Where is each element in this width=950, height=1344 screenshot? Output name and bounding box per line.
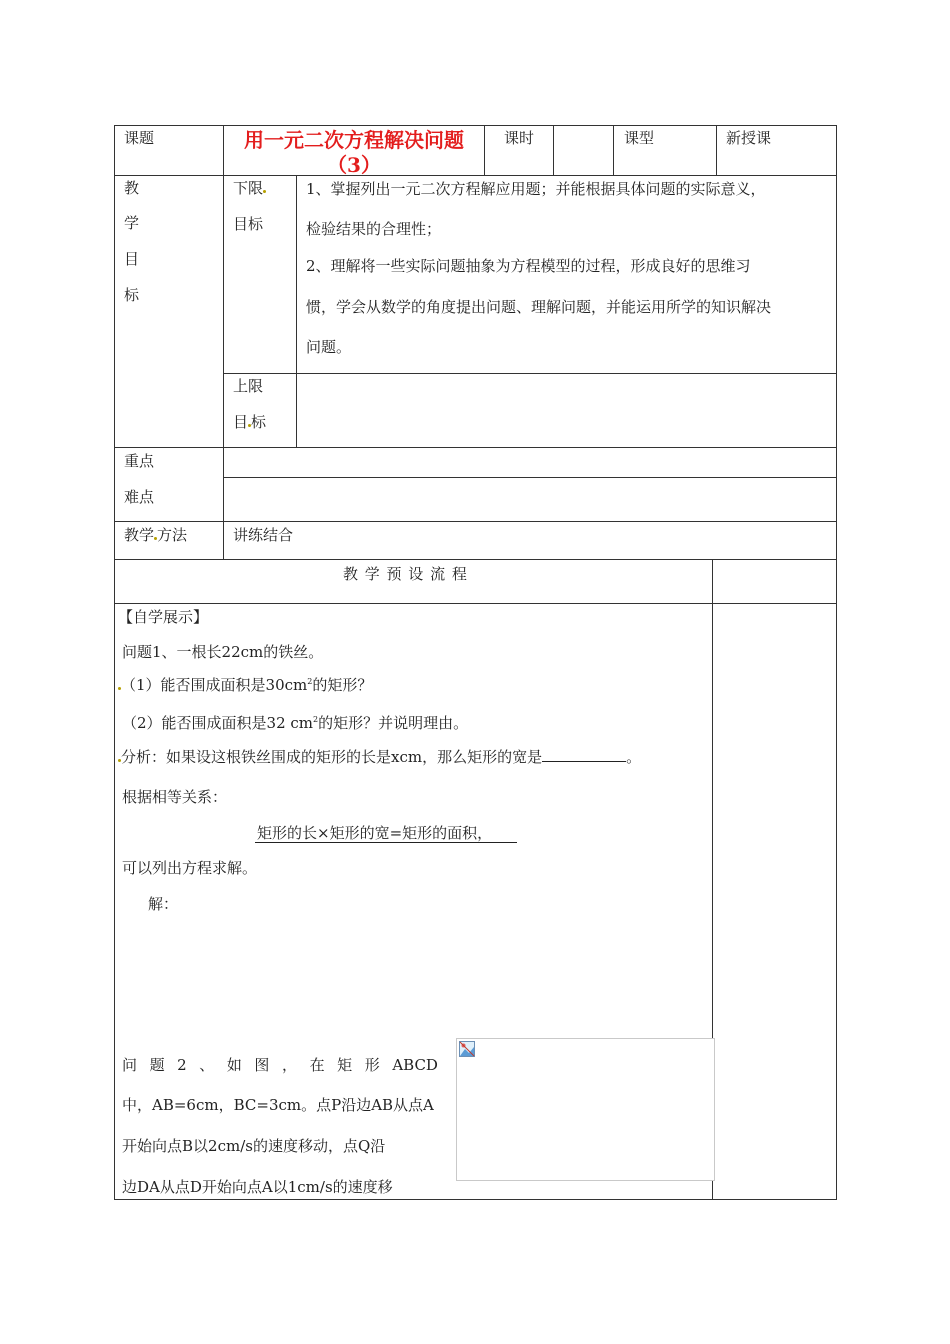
method-label-part1: 教学 (124, 526, 155, 544)
superscript: 2 (307, 677, 313, 686)
problem2-line: 边DA从点D开始向点A以1cm/s的速度移 (122, 1178, 393, 1196)
lower-objective-label (233, 181, 266, 196)
analysis-line (118, 749, 641, 765)
method-label (124, 528, 187, 543)
objectives-label-char: 学 (124, 214, 140, 232)
key-points-label-line1: 重点 (124, 452, 155, 470)
objectives-label-char: 教 (124, 179, 140, 197)
solution-label: 解： (148, 895, 179, 913)
problem2-line: 开始向点B以2cm/s的速度移动，点Q沿 (122, 1137, 386, 1155)
type-value: 新授课 (726, 129, 772, 147)
objective-line: 检验结果的合理性； (306, 220, 442, 238)
method-value: 讲练结合 (233, 526, 294, 544)
marker-dot (263, 190, 266, 193)
lower-objective-label-line2: 目标 (233, 215, 264, 233)
analysis-text: 分析：如果设这根铁丝围成的矩形的长是xcm，那么矩形的宽是 (121, 748, 543, 766)
rectangle-figure (456, 1038, 715, 1181)
upper-objective-label-char2: 标 (251, 413, 267, 431)
period-label: 课时 (504, 129, 535, 147)
superscript: 2 (313, 715, 319, 724)
upper-objective-label-char1: 目 (233, 413, 249, 431)
method-label-part2: 方法 (157, 526, 188, 544)
lower-objective-label-line1: 下限 (233, 179, 264, 197)
relation-intro: 根据相等关系： (122, 788, 228, 806)
flow-heading: 教 学 预 设 流 程 (343, 565, 467, 583)
objective-line: 问题。 (306, 338, 352, 356)
problem2-line: 中，AB=6cm，BC=3cm。点P沿边AB从点A (122, 1096, 434, 1114)
question2-text: （2）能否围成面积是32 cm (122, 714, 314, 732)
analysis-end: 。 (626, 748, 642, 766)
objectives-label-char: 目 (124, 250, 140, 268)
objective-line: 惯，学会从数学的角度提出问题、理解问题，并能运用所学的知识解决 (306, 298, 772, 316)
upper-objective-label-line1: 上限 (233, 377, 264, 395)
question2 (122, 716, 468, 731)
problem1-text: 问题1、一根长22cm的铁丝。 (122, 643, 324, 661)
objective-line: 1、掌握列出一元二次方程解应用题；并能根据具体问题的实际意义， (306, 180, 766, 198)
upper-objective-label (233, 415, 266, 430)
relation-underline (255, 842, 517, 843)
relation-equation: 矩形的长×矩形的宽=矩形的面积， (257, 824, 493, 842)
objectives-label-char: 标 (124, 286, 140, 304)
problem2-line: 问 题 2 、 如 图 ， 在 矩 形 ABCD (122, 1056, 438, 1074)
solve-intro: 可以列出方程求解。 (122, 859, 258, 877)
broken-image-icon (459, 1041, 475, 1057)
answer-blank (542, 749, 626, 762)
question2-tail: 的矩形？并说明理由。 (318, 714, 469, 732)
type-label: 课型 (624, 129, 655, 147)
question1 (118, 678, 372, 693)
question1-tail: 的矩形？ (312, 676, 373, 694)
question1-text: （1）能否围成面积是30cm (121, 676, 308, 694)
lesson-title: 用一元二次方程解决问题（3） (244, 128, 464, 177)
key-points-label-line2: 难点 (124, 488, 155, 506)
self-study-heading: 【自学展示】 (118, 608, 209, 626)
objective-line: 2、理解将一些实际问题抽象为方程模型的过程，形成良好的思维习 (306, 257, 751, 275)
topic-label: 课题 (124, 129, 155, 147)
